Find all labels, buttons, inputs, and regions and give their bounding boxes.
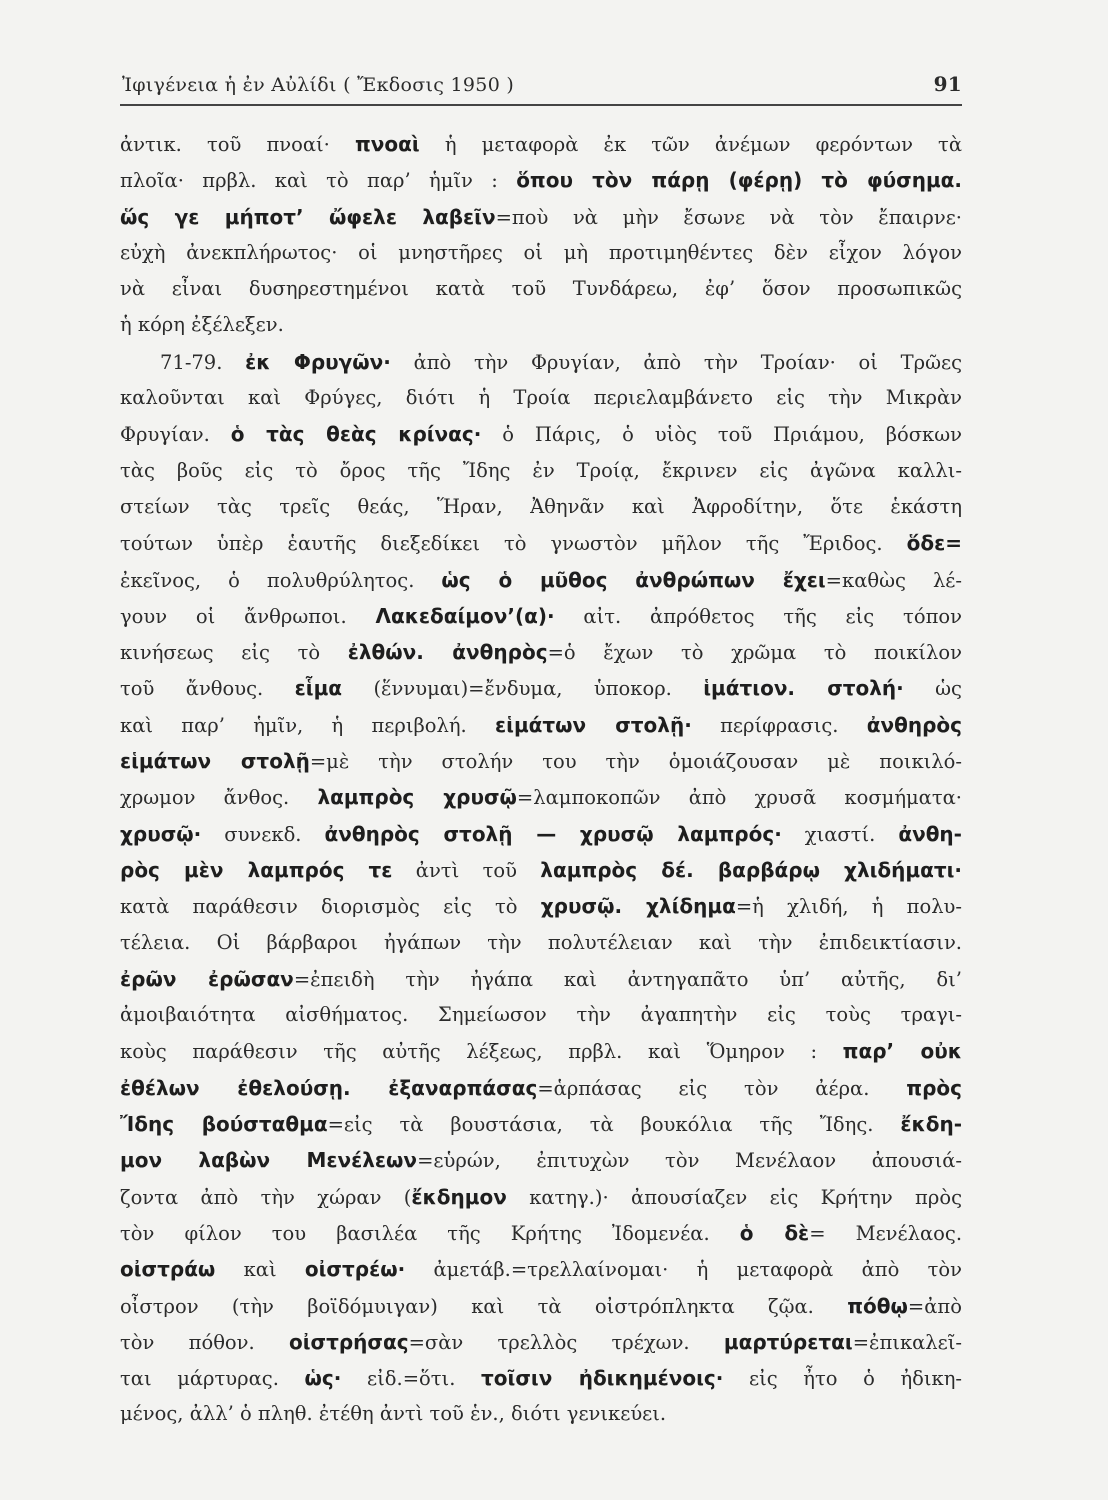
lemma-term: ἀνθη- — [898, 821, 962, 846]
lemma-term: ἀνθηρὸς — [866, 712, 962, 737]
lemma-term: μαρτύρεται — [723, 1329, 853, 1354]
gloss-text: τὸν φίλον του βασιλέα τῆς Κρήτης Ἰδομενέα. — [120, 1221, 740, 1245]
gloss-text: ἡ κόρη ἐξέλεξεν. — [120, 313, 284, 337]
gloss-text: περίφρασις. — [691, 713, 867, 737]
page-number: 91 — [933, 72, 962, 96]
lemma-term: χρυσῷ· — [120, 821, 202, 846]
gloss-text: ὡς — [903, 677, 962, 701]
gloss-text: =ποὺ νὰ μὴν ἔσωνε νὰ τὸν ἔπαιρνε· — [495, 205, 962, 229]
gloss-text: νὰ εἶναι δυσηρεστημένοι κατὰ τοῦ Τυνδάρεω, ἐφ’ ὅσον προσωπικῶς — [120, 277, 962, 301]
text-line — [120, 707, 962, 743]
lemma-term: πρὸς — [906, 1075, 962, 1100]
header-rule — [120, 104, 962, 106]
text-line — [120, 562, 962, 598]
gloss-text: εὐχὴ ἀνεκπλήρωτος· οἱ μνηστῆρες οἱ μὴ προτιμηθέντες δὲν εἶχον λόγον — [120, 240, 962, 264]
text-line — [120, 235, 962, 271]
gloss-text: γουν οἱ ἄνθρωποι. — [120, 604, 376, 628]
gloss-text: κατηγ.)· ἀπουσίαζεν εἰς Κρήτην πρὸς — [506, 1185, 962, 1209]
gloss-text: καλοῦνται καὶ Φρύγες, διότι ἡ Τροία περιελαμβάνετο εἰς τὴν Μικρὰν — [120, 386, 962, 410]
gloss-text: ἀντὶ τοῦ — [392, 858, 541, 882]
gloss-text: ἐκεῖνος, ὁ πολυθρύλητος. — [120, 568, 442, 592]
lemma-term: εἱμάτων στολῇ· — [495, 712, 692, 737]
gloss-text: χρωμον ἄνθος. — [120, 786, 318, 810]
gloss-text: τὰς βοῦς εἰς τὸ ὄρος τῆς Ἴδης ἐν Τροίᾳ, ἔκρινεν εἰς ἀγῶνα καλλι- — [120, 458, 962, 482]
gloss-text: ἀπὸ τὴν Φρυγίαν, ἀπὸ τὴν Τροίαν· οἱ Τρῶες — [390, 350, 962, 374]
gloss-text: τὸν πόθον. — [120, 1330, 289, 1354]
lemma-term: ἱμάτιον. στολή· — [703, 676, 904, 701]
text-line — [120, 1179, 962, 1215]
lemma-term: τοῖσιν ἠδικημένοις· — [481, 1366, 724, 1391]
text-line — [120, 307, 962, 343]
lemma-term: λαμπρὸς δέ. βαρβάρῳ χλιδήματι· — [540, 857, 962, 882]
text-line — [120, 816, 962, 852]
lemma-term: λαμπρὸς χρυσῷ — [317, 785, 517, 810]
text-line — [120, 1288, 962, 1324]
text-line — [120, 925, 962, 961]
text-line — [120, 344, 962, 380]
text-line — [120, 1142, 962, 1178]
lemma-term: οἰστρέω· — [304, 1257, 406, 1282]
gloss-text: κατὰ παράθεσιν διορισμὸς εἰς τὸ — [120, 895, 541, 919]
gloss-text: ἀμετάβ.=τρελλαίνομαι· ἡ μεταφορὰ ἀπὸ τὸν — [405, 1258, 962, 1282]
text-line — [120, 598, 962, 634]
lemma-term: ὁ τὰς θεὰς κρίνας· — [230, 422, 482, 447]
lemma-term: μον λαβὼν Μενέλεων — [120, 1148, 418, 1173]
text-line — [120, 743, 962, 779]
text-line — [120, 416, 962, 452]
gloss-text: =εὑρών, ἐπιτυχὼν τὸν Μενέλαον ἀπουσιά- — [417, 1149, 962, 1173]
lemma-term: ὡς ὁ μῦθος ἀνθρώπων ἔχει — [441, 567, 826, 592]
gloss-text: καὶ παρ’ ἡμῖν, ἡ περιβολή. — [120, 713, 496, 737]
gloss-text: ἀμοιβαιότητα αἰσθήματος. Σημείωσον τὴν ἀγαπητὴν εἰς τοὺς τραγι- — [120, 1003, 962, 1027]
text-line — [120, 1106, 962, 1142]
gloss-text: 71-79. — [160, 350, 246, 374]
lemma-term: ὥς γε μήποτ’ ὤφελε λαβεῖν — [120, 204, 496, 229]
text-line — [120, 634, 962, 670]
gloss-text: =ἁρπάσας εἰς τὸν ἀέρα. — [537, 1076, 907, 1100]
gloss-text: =λαμποκοπῶν ἀπὸ χρυσᾶ κοσμήματα· — [516, 786, 962, 810]
lemma-term: ὡς· — [304, 1366, 342, 1391]
lemma-term: ἐκ Φρυγῶν· — [245, 349, 391, 374]
text-line — [120, 1251, 962, 1287]
gloss-text: =ἀπὸ — [907, 1294, 962, 1318]
lemma-term: ὅδε= — [906, 531, 962, 556]
lemma-term: ἐθέλων ἐθελούσῃ. ἐξαναρπάσας — [120, 1075, 538, 1100]
text-line — [120, 453, 962, 489]
text-line — [120, 199, 962, 235]
text-line — [120, 852, 962, 888]
lemma-term: Ἴδης βούσταθμα — [120, 1112, 328, 1137]
text-line — [120, 271, 962, 307]
lemma-term: ἀνθηρὸς στολῇ — χρυσῷ λαμπρός· — [324, 821, 782, 846]
text-line — [120, 997, 962, 1033]
lemma-term: ὅπου τὸν πάρῃ (φέρῃ) τὸ φύσημα. — [516, 168, 962, 193]
lemma-term: ἔκδημον — [411, 1184, 507, 1209]
gloss-text: =ὁ ἔχων τὸ χρῶμα τὸ ποικίλον — [547, 641, 962, 665]
gloss-text: (ἕννυμαι)=ἔνδυμα, ὑποκορ. — [342, 677, 704, 701]
text-line — [120, 670, 962, 706]
text-line — [120, 1324, 962, 1360]
text-line — [120, 489, 962, 525]
commentary-text — [120, 126, 962, 1433]
text-line — [120, 1070, 962, 1106]
lemma-term: εἱμάτων στολῇ — [120, 749, 310, 774]
gloss-text: κοὺς παράθεσιν τῆς αὐτῆς λέξεως, πρβλ. καὶ Ὅμηρον : — [120, 1040, 843, 1064]
text-line — [120, 525, 962, 561]
gloss-text: ζοντα ἀπὸ τὴν χώραν ( — [120, 1185, 412, 1209]
text-line — [120, 779, 962, 815]
text-line — [120, 888, 962, 924]
gloss-text: =καθὼς λέ- — [825, 568, 962, 592]
gloss-text: ται μάρτυρας. — [120, 1367, 305, 1391]
gloss-text: =ἐπικαλεῖ- — [852, 1330, 962, 1354]
running-title: Ἰφιγένεια ἡ ἐν Αὐλίδι ( Ἔκδοσις 1950 ) — [122, 74, 515, 96]
gloss-text: μένος, ἀλλ’ ὁ πληθ. ἐτέθη ἀντὶ τοῦ ἑν., διότι γενικεύει. — [120, 1402, 667, 1426]
gloss-text: =ἡ χλιδή, ἡ πολυ- — [735, 895, 962, 919]
lemma-term: οἰστράω — [120, 1257, 216, 1282]
gloss-text: τοῦ ἄνθους. — [120, 677, 295, 701]
gloss-text: =σὰν τρελλὸς τρέχων. — [408, 1330, 724, 1354]
lemma-term: πνοαὶ — [354, 132, 420, 156]
lemma-term: ἐρῶν ἐρῶσαν — [120, 966, 294, 991]
running-header — [122, 72, 962, 96]
gloss-text: τούτων ὑπὲρ ἑαυτῆς διεξεδίκει τὸ γνωστὸν μῆλον τῆς Ἔριδος. — [120, 532, 907, 556]
lemma-term: παρ’ οὐκ — [842, 1039, 962, 1064]
gloss-text: πλοῖα· πρβλ. καὶ τὸ παρ’ ἡμῖν : — [120, 169, 517, 193]
gloss-text: εἰδ.=ὅτι. — [341, 1367, 482, 1391]
gloss-text: ὁ Πάρις, ὁ υἱὸς τοῦ Πριάμου, βόσκων — [481, 423, 962, 447]
text-line — [120, 1215, 962, 1251]
text-line — [120, 1033, 962, 1069]
gloss-text: εἰς ἦτο ὁ ἠδικη- — [723, 1367, 962, 1391]
gloss-text: κινήσεως εἰς τὸ — [120, 641, 348, 665]
text-line — [120, 1360, 962, 1396]
gloss-text: στείων τὰς τρεῖς θεάς, Ἥραν, Ἀθηνᾶν καὶ Ἀφροδίτην, ὅτε ἑκάστη — [120, 494, 962, 518]
lemma-term: ἔκδη- — [900, 1112, 962, 1137]
lemma-term: ὁ δὲ — [739, 1220, 810, 1245]
gloss-text: χιαστί. — [781, 822, 899, 846]
lemma-term: ρὸς μὲν λαμπρός τε — [120, 857, 393, 882]
text-line — [120, 380, 962, 416]
gloss-text: οἶστρον (τὴν βοϊδόμυιγαν) καὶ τὰ οἰστρόπληκτα ζῷα. — [120, 1294, 848, 1318]
gloss-text: καὶ — [215, 1258, 305, 1282]
gloss-text: ἀντικ. τοῦ πνοαί· — [120, 133, 355, 156]
lemma-term: Λακεδαίμον’(α)· — [375, 603, 555, 628]
text-line — [120, 1396, 962, 1432]
gloss-text: =ἐπειδὴ τὴν ἠγάπα καὶ ἀντηγαπᾶτο ὑπ’ αὐτῆς, δι’ — [293, 967, 962, 991]
gloss-text: τέλεια. Οἱ βάρβαροι ἠγάπων τὴν πολυτέλειαν καὶ τὴν ἐπιδεικτίασιν. — [120, 930, 962, 954]
gloss-text: =μὲ τὴν στολήν του τὴν ὁμοιάζουσαν μὲ ποικιλό- — [309, 750, 962, 774]
text-line — [120, 126, 962, 162]
text-line — [120, 961, 962, 997]
lemma-term: οἰστρήσας — [288, 1329, 409, 1354]
lemma-term: πόθῳ — [847, 1293, 908, 1318]
lemma-term: ἐλθών. ἀνθηρὸς — [347, 640, 548, 665]
gloss-text: = Μενέλαος. — [809, 1221, 962, 1245]
gloss-text: αἰτ. ἀπρόθετος τῆς εἰς τόπον — [554, 604, 962, 628]
text-line — [120, 162, 962, 198]
gloss-text: Φρυγίαν. — [120, 423, 231, 447]
lemma-term: εἷμα — [294, 676, 343, 701]
gloss-text: =εἰς τὰ βουστάσια, τὰ βουκόλια τῆς Ἴδης. — [327, 1113, 901, 1137]
lemma-term: χρυσῷ. χλίδημα — [540, 894, 736, 919]
gloss-text: συνεκδ. — [201, 822, 325, 846]
gloss-text: ἡ μεταφορὰ ἐκ τῶν ἀνέμων φερόντων τὰ — [419, 133, 962, 156]
